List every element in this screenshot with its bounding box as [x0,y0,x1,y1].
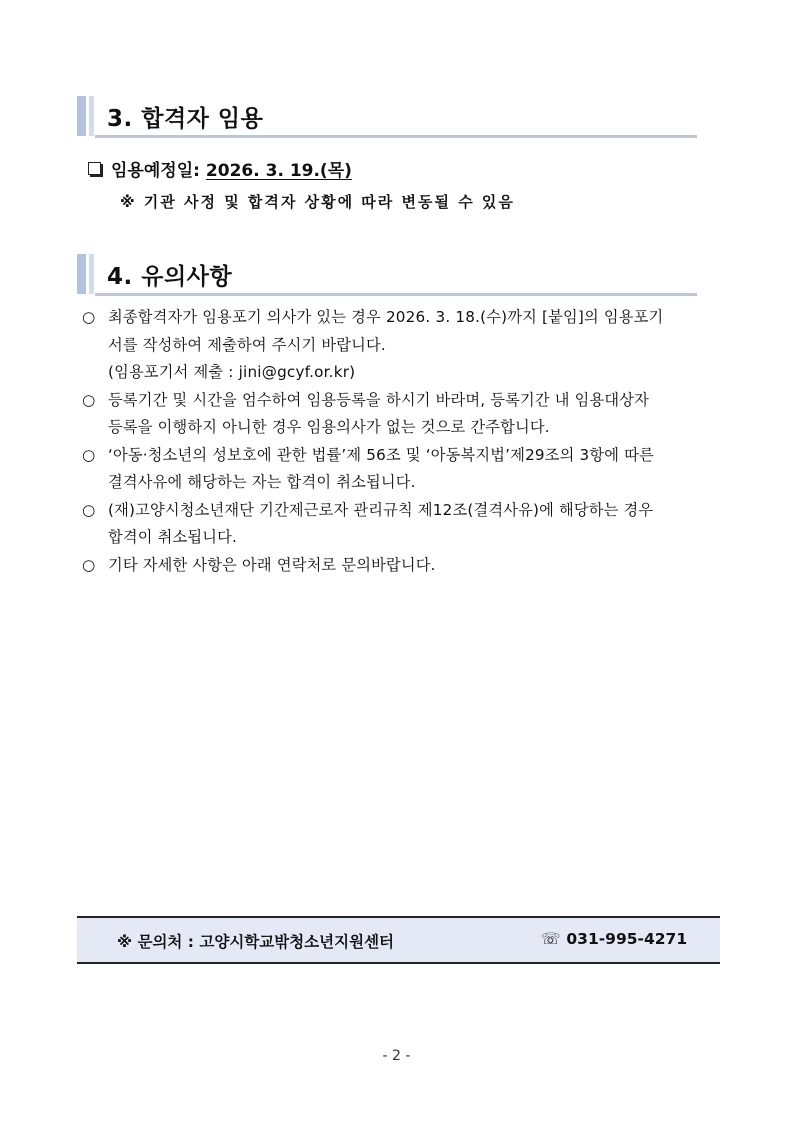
section-4-header [77,254,697,296]
notice-line: 등록기간 및 시간을 엄수하여 임용등록을 하시기 바라며, 등록기간 내 임용대상자 [108,390,650,409]
section-underline [95,293,697,296]
notice-line: 결격사유에 해당하는 자는 합격이 취소됩니다. [108,473,416,491]
appointment-date-value: 2026. 3. 19.(목) [205,161,352,181]
contact-box [77,916,720,964]
section-marker-bar-secondary [89,96,94,136]
notice-line: 기타 자세한 사항은 아래 연락처로 문의바랍니다. [108,555,436,574]
notice-line: ‘아동·청소년의 성보호에 관한 법률’제 56조 및 ‘아동복지법’제29조의 3항에 따른 [108,445,654,464]
notice-line: 합격이 취소됩니다. [108,528,238,546]
notice-item [82,442,722,497]
circle-bullet-icon: ○ [82,445,96,464]
notice-line: 서를 작성하여 제출하여 주시기 바랍니다. [108,335,386,354]
notice-email-line: (임용포기서 제출 : jini@gcyf.or.kr) [108,363,356,381]
circle-bullet-icon: ○ [82,308,96,326]
contact-phone-number: 031-995-4271 [566,930,688,948]
section-marker-bar [77,254,86,294]
phone-icon: ☏ [541,930,561,948]
notice-item [82,552,722,580]
notice-list [82,304,722,579]
appointment-date-row [88,156,352,181]
notice-line: 등록을 이행하지 아니한 경우 임용의사가 없는 것으로 간주합니다. [108,418,550,436]
circle-bullet-icon: ○ [82,555,96,574]
checkbox-icon [88,162,101,175]
circle-bullet-icon: ○ [82,390,96,409]
notice-line: 최종합격자가 임용포기 의사가 있는 경우 2026. 3. 18.(수)까지 [붙임]의 임용포기 [108,308,664,326]
notice-item [82,497,722,552]
section-underline [95,135,697,138]
notice-item [82,304,722,387]
section-3-title: 3. 합격자 임용 [107,106,264,132]
section-3-header [77,96,697,138]
section-4-title: 4. 유의사항 [107,264,233,290]
contact-phone [541,930,687,948]
page-number: - 2 - [382,1048,411,1064]
circle-bullet-icon: ○ [82,500,96,519]
notice-item [82,387,722,442]
section-marker-bar-secondary [89,254,94,294]
contact-label: ※ 문의처 : 고양시학교밖청소년지원센터 [117,933,395,951]
appointment-note: ※ 기관 사정 및 합격자 상황에 따라 변동될 수 있음 [120,193,515,211]
appointment-date-label: 임용예정일: [111,161,200,181]
notice-line: (재)고양시청소년재단 기간제근로자 관리규칙 제12조(결격사유)에 해당하는 경우 [108,500,654,519]
section-marker-bar [77,96,86,136]
